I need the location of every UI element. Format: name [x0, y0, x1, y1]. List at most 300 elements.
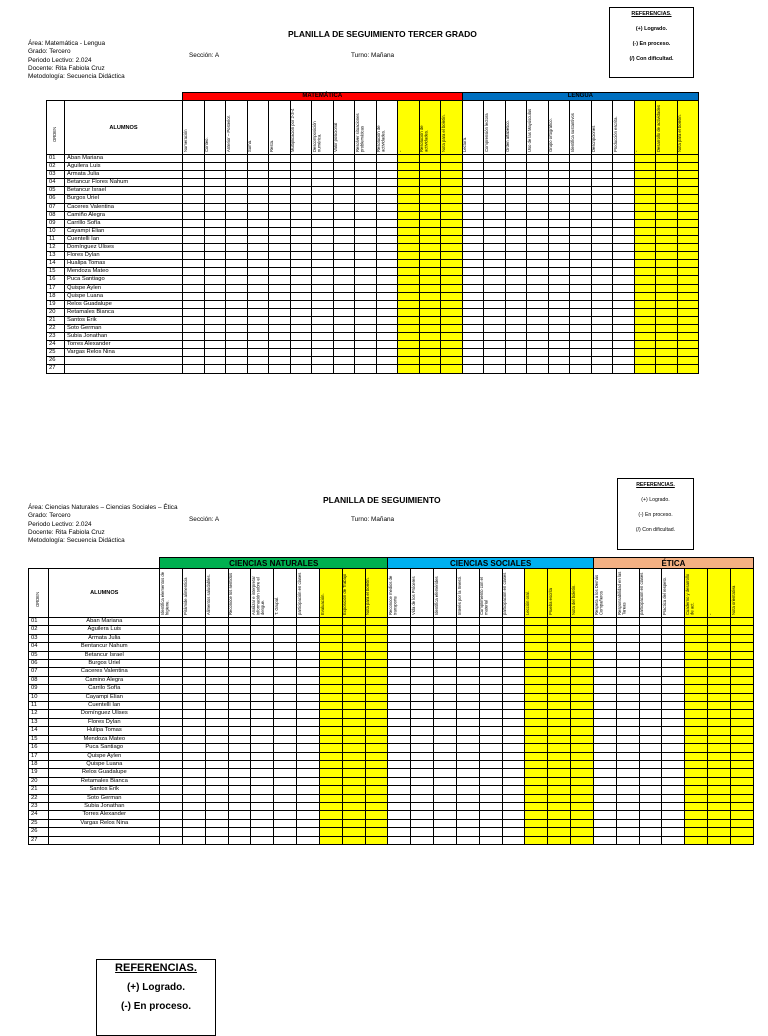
grade-cell[interactable]	[228, 836, 251, 844]
grade-cell[interactable]	[456, 634, 479, 642]
grade-cell[interactable]	[441, 316, 463, 324]
grade-cell[interactable]	[319, 786, 342, 794]
grade-cell[interactable]	[319, 702, 342, 710]
grade-cell[interactable]	[342, 685, 365, 693]
grade-cell[interactable]	[333, 195, 355, 203]
grade-cell[interactable]	[616, 693, 639, 701]
grade-cell[interactable]	[319, 668, 342, 676]
grade-cell[interactable]	[342, 634, 365, 642]
grade-cell[interactable]	[274, 643, 297, 651]
grade-cell[interactable]	[456, 626, 479, 634]
grade-cell[interactable]	[613, 244, 635, 252]
grade-cell[interactable]	[183, 284, 205, 292]
grade-cell[interactable]	[251, 718, 274, 726]
grade-cell[interactable]	[548, 260, 570, 268]
grade-cell[interactable]	[639, 760, 662, 768]
grade-cell[interactable]	[183, 195, 205, 203]
grade-cell[interactable]	[616, 651, 639, 659]
grade-cell[interactable]	[685, 676, 708, 684]
grade-cell[interactable]	[502, 744, 525, 752]
grade-cell[interactable]	[708, 811, 731, 819]
grade-cell[interactable]	[548, 365, 570, 373]
grade-cell[interactable]	[656, 292, 678, 300]
grade-cell[interactable]	[411, 718, 434, 726]
grade-cell[interactable]	[593, 660, 616, 668]
grade-cell[interactable]	[290, 292, 312, 300]
grade-cell[interactable]	[685, 786, 708, 794]
grade-cell[interactable]	[274, 769, 297, 777]
grade-cell[interactable]	[662, 668, 685, 676]
grade-cell[interactable]	[274, 718, 297, 726]
grade-cell[interactable]	[593, 710, 616, 718]
grade-cell[interactable]	[226, 308, 248, 316]
grade-cell[interactable]	[527, 235, 549, 243]
grade-cell[interactable]	[388, 777, 411, 785]
grade-cell[interactable]	[634, 292, 656, 300]
grade-cell[interactable]	[548, 308, 570, 316]
grade-cell[interactable]	[312, 187, 334, 195]
grade-cell[interactable]	[525, 634, 548, 642]
grade-cell[interactable]	[730, 786, 753, 794]
grade-cell[interactable]	[388, 651, 411, 659]
grade-cell[interactable]	[376, 227, 398, 235]
grade-cell[interactable]	[411, 693, 434, 701]
grade-cell[interactable]	[462, 179, 484, 187]
grade-cell[interactable]	[319, 718, 342, 726]
grade-cell[interactable]	[593, 794, 616, 802]
grade-cell[interactable]	[505, 171, 527, 179]
grade-cell[interactable]	[365, 668, 388, 676]
grade-cell[interactable]	[677, 211, 699, 219]
grade-cell[interactable]	[312, 308, 334, 316]
grade-cell[interactable]	[525, 668, 548, 676]
grade-cell[interactable]	[251, 744, 274, 752]
grade-cell[interactable]	[434, 710, 457, 718]
grade-cell[interactable]	[730, 702, 753, 710]
grade-cell[interactable]	[182, 668, 205, 676]
grade-cell[interactable]	[434, 651, 457, 659]
grade-cell[interactable]	[505, 163, 527, 171]
grade-cell[interactable]	[730, 769, 753, 777]
grade-cell[interactable]	[479, 668, 502, 676]
grade-cell[interactable]	[462, 227, 484, 235]
grade-cell[interactable]	[656, 219, 678, 227]
grade-cell[interactable]	[593, 777, 616, 785]
grade-cell[interactable]	[290, 252, 312, 260]
grade-cell[interactable]	[388, 710, 411, 718]
grade-cell[interactable]	[434, 618, 457, 626]
grade-cell[interactable]	[593, 836, 616, 844]
grade-cell[interactable]	[548, 819, 571, 827]
grade-cell[interactable]	[571, 702, 594, 710]
grade-cell[interactable]	[319, 727, 342, 735]
grade-cell[interactable]	[593, 735, 616, 743]
grade-cell[interactable]	[570, 187, 592, 195]
grade-cell[interactable]	[247, 179, 269, 187]
grade-cell[interactable]	[708, 786, 731, 794]
grade-cell[interactable]	[160, 643, 183, 651]
grade-cell[interactable]	[656, 211, 678, 219]
grade-cell[interactable]	[708, 668, 731, 676]
grade-cell[interactable]	[484, 203, 506, 211]
grade-cell[interactable]	[228, 676, 251, 684]
grade-cell[interactable]	[419, 292, 441, 300]
grade-cell[interactable]	[502, 727, 525, 735]
grade-cell[interactable]	[183, 292, 205, 300]
grade-cell[interactable]	[226, 365, 248, 373]
grade-cell[interactable]	[677, 163, 699, 171]
grade-cell[interactable]	[226, 300, 248, 308]
grade-cell[interactable]	[677, 349, 699, 357]
grade-cell[interactable]	[290, 341, 312, 349]
grade-cell[interactable]	[527, 163, 549, 171]
grade-cell[interactable]	[183, 163, 205, 171]
grade-cell[interactable]	[462, 260, 484, 268]
grade-cell[interactable]	[247, 171, 269, 179]
grade-cell[interactable]	[484, 276, 506, 284]
grade-cell[interactable]	[502, 735, 525, 743]
grade-cell[interactable]	[342, 769, 365, 777]
grade-cell[interactable]	[502, 668, 525, 676]
grade-cell[interactable]	[290, 357, 312, 365]
grade-cell[interactable]	[484, 349, 506, 357]
grade-cell[interactable]	[274, 626, 297, 634]
grade-cell[interactable]	[269, 211, 291, 219]
grade-cell[interactable]	[441, 252, 463, 260]
grade-cell[interactable]	[525, 643, 548, 651]
grade-cell[interactable]	[456, 718, 479, 726]
grade-cell[interactable]	[419, 316, 441, 324]
grade-cell[interactable]	[182, 651, 205, 659]
grade-cell[interactable]	[730, 676, 753, 684]
grade-cell[interactable]	[708, 744, 731, 752]
grade-cell[interactable]	[247, 260, 269, 268]
grade-cell[interactable]	[505, 316, 527, 324]
grade-cell[interactable]	[182, 660, 205, 668]
grade-cell[interactable]	[388, 702, 411, 710]
grade-cell[interactable]	[441, 211, 463, 219]
grade-cell[interactable]	[274, 702, 297, 710]
grade-cell[interactable]	[593, 685, 616, 693]
grade-cell[interactable]	[730, 811, 753, 819]
grade-cell[interactable]	[228, 727, 251, 735]
grade-cell[interactable]	[376, 276, 398, 284]
grade-cell[interactable]	[269, 284, 291, 292]
grade-cell[interactable]	[434, 676, 457, 684]
grade-cell[interactable]	[342, 760, 365, 768]
grade-cell[interactable]	[484, 195, 506, 203]
grade-cell[interactable]	[204, 211, 226, 219]
grade-cell[interactable]	[251, 819, 274, 827]
grade-cell[interactable]	[570, 211, 592, 219]
grade-cell[interactable]	[677, 300, 699, 308]
grade-cell[interactable]	[613, 284, 635, 292]
grade-cell[interactable]	[160, 660, 183, 668]
grade-cell[interactable]	[388, 744, 411, 752]
grade-cell[interactable]	[456, 794, 479, 802]
grade-cell[interactable]	[593, 618, 616, 626]
grade-cell[interactable]	[319, 828, 342, 836]
grade-cell[interactable]	[634, 179, 656, 187]
grade-cell[interactable]	[685, 618, 708, 626]
grade-cell[interactable]	[398, 341, 420, 349]
grade-cell[interactable]	[183, 219, 205, 227]
grade-cell[interactable]	[677, 284, 699, 292]
grade-cell[interactable]	[333, 187, 355, 195]
grade-cell[interactable]	[634, 316, 656, 324]
grade-cell[interactable]	[228, 811, 251, 819]
grade-cell[interactable]	[434, 718, 457, 726]
grade-cell[interactable]	[591, 187, 613, 195]
grade-cell[interactable]	[570, 292, 592, 300]
grade-cell[interactable]	[441, 324, 463, 332]
grade-cell[interactable]	[269, 163, 291, 171]
grade-cell[interactable]	[441, 276, 463, 284]
grade-cell[interactable]	[434, 735, 457, 743]
grade-cell[interactable]	[342, 777, 365, 785]
grade-cell[interactable]	[479, 685, 502, 693]
grade-cell[interactable]	[297, 811, 320, 819]
grade-cell[interactable]	[182, 710, 205, 718]
grade-cell[interactable]	[730, 752, 753, 760]
grade-cell[interactable]	[226, 252, 248, 260]
grade-cell[interactable]	[398, 252, 420, 260]
grade-cell[interactable]	[685, 735, 708, 743]
grade-cell[interactable]	[269, 341, 291, 349]
grade-cell[interactable]	[419, 260, 441, 268]
grade-cell[interactable]	[312, 252, 334, 260]
grade-cell[interactable]	[525, 660, 548, 668]
grade-cell[interactable]	[502, 777, 525, 785]
grade-cell[interactable]	[570, 219, 592, 227]
grade-cell[interactable]	[593, 702, 616, 710]
grade-cell[interactable]	[182, 777, 205, 785]
grade-cell[interactable]	[639, 836, 662, 844]
grade-cell[interactable]	[247, 276, 269, 284]
grade-cell[interactable]	[342, 828, 365, 836]
grade-cell[interactable]	[204, 187, 226, 195]
grade-cell[interactable]	[730, 693, 753, 701]
grade-cell[interactable]	[441, 155, 463, 163]
grade-cell[interactable]	[342, 710, 365, 718]
grade-cell[interactable]	[183, 349, 205, 357]
grade-cell[interactable]	[228, 634, 251, 642]
grade-cell[interactable]	[685, 626, 708, 634]
grade-cell[interactable]	[205, 668, 228, 676]
grade-cell[interactable]	[708, 735, 731, 743]
grade-cell[interactable]	[527, 227, 549, 235]
grade-cell[interactable]	[205, 634, 228, 642]
grade-cell[interactable]	[616, 643, 639, 651]
grade-cell[interactable]	[525, 819, 548, 827]
grade-cell[interactable]	[479, 828, 502, 836]
grade-cell[interactable]	[411, 802, 434, 810]
grade-cell[interactable]	[730, 744, 753, 752]
grade-cell[interactable]	[228, 735, 251, 743]
grade-cell[interactable]	[342, 752, 365, 760]
grade-cell[interactable]	[226, 276, 248, 284]
grade-cell[interactable]	[183, 252, 205, 260]
grade-cell[interactable]	[297, 702, 320, 710]
grade-cell[interactable]	[228, 819, 251, 827]
grade-cell[interactable]	[297, 668, 320, 676]
grade-cell[interactable]	[730, 651, 753, 659]
grade-cell[interactable]	[204, 365, 226, 373]
grade-cell[interactable]	[593, 769, 616, 777]
grade-cell[interactable]	[312, 195, 334, 203]
grade-cell[interactable]	[548, 651, 571, 659]
grade-cell[interactable]	[656, 349, 678, 357]
grade-cell[interactable]	[677, 195, 699, 203]
grade-cell[interactable]	[398, 276, 420, 284]
grade-cell[interactable]	[290, 195, 312, 203]
grade-cell[interactable]	[639, 634, 662, 642]
grade-cell[interactable]	[708, 634, 731, 642]
grade-cell[interactable]	[333, 365, 355, 373]
grade-cell[interactable]	[505, 211, 527, 219]
grade-cell[interactable]	[274, 710, 297, 718]
grade-cell[interactable]	[183, 357, 205, 365]
grade-cell[interactable]	[419, 155, 441, 163]
grade-cell[interactable]	[505, 268, 527, 276]
grade-cell[interactable]	[388, 676, 411, 684]
grade-cell[interactable]	[388, 618, 411, 626]
grade-cell[interactable]	[591, 316, 613, 324]
grade-cell[interactable]	[333, 349, 355, 357]
grade-cell[interactable]	[434, 668, 457, 676]
grade-cell[interactable]	[502, 718, 525, 726]
grade-cell[interactable]	[479, 727, 502, 735]
grade-cell[interactable]	[160, 651, 183, 659]
grade-cell[interactable]	[730, 727, 753, 735]
grade-cell[interactable]	[570, 333, 592, 341]
grade-cell[interactable]	[355, 365, 377, 373]
grade-cell[interactable]	[398, 235, 420, 243]
grade-cell[interactable]	[570, 171, 592, 179]
grade-cell[interactable]	[571, 811, 594, 819]
grade-cell[interactable]	[527, 195, 549, 203]
grade-cell[interactable]	[342, 802, 365, 810]
grade-cell[interactable]	[228, 718, 251, 726]
grade-cell[interactable]	[479, 811, 502, 819]
grade-cell[interactable]	[251, 634, 274, 642]
grade-cell[interactable]	[228, 618, 251, 626]
grade-cell[interactable]	[462, 163, 484, 171]
grade-cell[interactable]	[205, 651, 228, 659]
grade-cell[interactable]	[484, 292, 506, 300]
grade-cell[interactable]	[312, 203, 334, 211]
grade-cell[interactable]	[398, 300, 420, 308]
grade-cell[interactable]	[708, 643, 731, 651]
grade-cell[interactable]	[441, 357, 463, 365]
grade-cell[interactable]	[274, 777, 297, 785]
grade-cell[interactable]	[685, 693, 708, 701]
grade-cell[interactable]	[634, 163, 656, 171]
grade-cell[interactable]	[593, 634, 616, 642]
grade-cell[interactable]	[484, 268, 506, 276]
grade-cell[interactable]	[411, 702, 434, 710]
grade-cell[interactable]	[525, 618, 548, 626]
grade-cell[interactable]	[456, 643, 479, 651]
grade-cell[interactable]	[297, 786, 320, 794]
grade-cell[interactable]	[251, 811, 274, 819]
grade-cell[interactable]	[365, 718, 388, 726]
grade-cell[interactable]	[571, 643, 594, 651]
grade-cell[interactable]	[462, 235, 484, 243]
grade-cell[interactable]	[616, 727, 639, 735]
grade-cell[interactable]	[269, 171, 291, 179]
grade-cell[interactable]	[548, 163, 570, 171]
grade-cell[interactable]	[613, 300, 635, 308]
grade-cell[interactable]	[677, 227, 699, 235]
grade-cell[interactable]	[639, 718, 662, 726]
grade-cell[interactable]	[319, 693, 342, 701]
grade-cell[interactable]	[204, 341, 226, 349]
grade-cell[interactable]	[571, 710, 594, 718]
grade-cell[interactable]	[479, 802, 502, 810]
grade-cell[interactable]	[525, 727, 548, 735]
grade-cell[interactable]	[419, 300, 441, 308]
grade-cell[interactable]	[182, 786, 205, 794]
grade-cell[interactable]	[484, 155, 506, 163]
grade-cell[interactable]	[708, 626, 731, 634]
grade-cell[interactable]	[388, 735, 411, 743]
grade-cell[interactable]	[365, 693, 388, 701]
grade-cell[interactable]	[613, 227, 635, 235]
grade-cell[interactable]	[342, 727, 365, 735]
grade-cell[interactable]	[333, 163, 355, 171]
grade-cell[interactable]	[434, 777, 457, 785]
grade-cell[interactable]	[251, 786, 274, 794]
grade-cell[interactable]	[616, 794, 639, 802]
grade-cell[interactable]	[388, 760, 411, 768]
grade-cell[interactable]	[419, 333, 441, 341]
grade-cell[interactable]	[274, 802, 297, 810]
grade-cell[interactable]	[274, 836, 297, 844]
grade-cell[interactable]	[616, 634, 639, 642]
grade-cell[interactable]	[591, 268, 613, 276]
grade-cell[interactable]	[571, 626, 594, 634]
grade-cell[interactable]	[269, 357, 291, 365]
grade-cell[interactable]	[639, 744, 662, 752]
grade-cell[interactable]	[616, 811, 639, 819]
grade-cell[interactable]	[616, 819, 639, 827]
grade-cell[interactable]	[342, 660, 365, 668]
grade-cell[interactable]	[708, 760, 731, 768]
grade-cell[interactable]	[613, 308, 635, 316]
grade-cell[interactable]	[376, 324, 398, 332]
grade-cell[interactable]	[388, 819, 411, 827]
grade-cell[interactable]	[591, 357, 613, 365]
grade-cell[interactable]	[662, 643, 685, 651]
grade-cell[interactable]	[355, 268, 377, 276]
grade-cell[interactable]	[398, 227, 420, 235]
grade-cell[interactable]	[388, 643, 411, 651]
grade-cell[interactable]	[634, 357, 656, 365]
grade-cell[interactable]	[205, 811, 228, 819]
grade-cell[interactable]	[365, 802, 388, 810]
grade-cell[interactable]	[570, 252, 592, 260]
grade-cell[interactable]	[183, 324, 205, 332]
grade-cell[interactable]	[342, 744, 365, 752]
grade-cell[interactable]	[355, 244, 377, 252]
grade-cell[interactable]	[419, 244, 441, 252]
grade-cell[interactable]	[479, 651, 502, 659]
grade-cell[interactable]	[205, 710, 228, 718]
grade-cell[interactable]	[160, 634, 183, 642]
grade-cell[interactable]	[355, 324, 377, 332]
grade-cell[interactable]	[160, 819, 183, 827]
